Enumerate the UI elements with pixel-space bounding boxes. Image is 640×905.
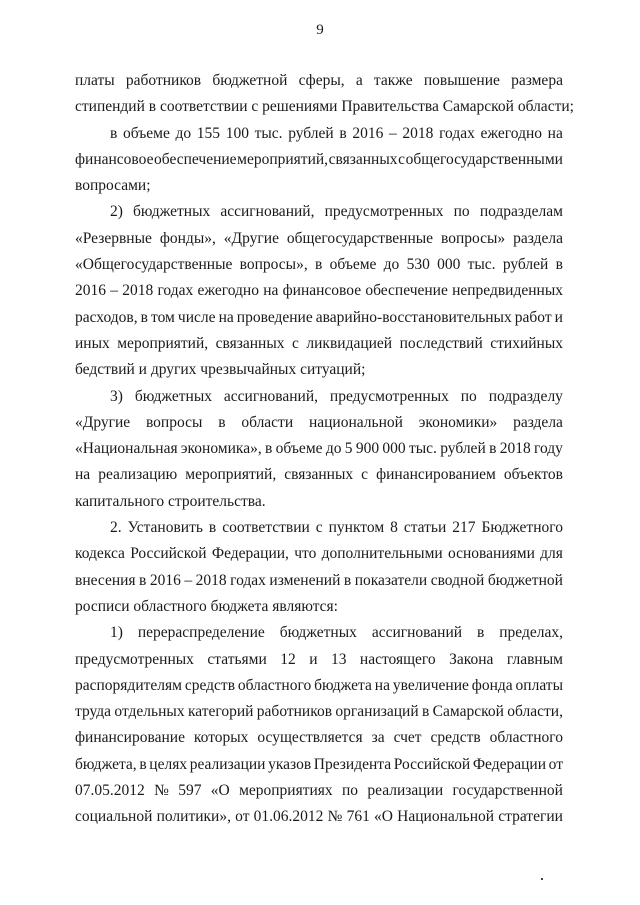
text-line [75,594,563,620]
word: от [548,755,563,773]
word: тыс. [408,440,437,458]
word: организаций [335,703,419,721]
text-line [75,647,563,673]
text-line [75,489,563,515]
word: государственной [452,782,563,800]
word: 1) [110,624,123,642]
word: стратегии [498,808,563,826]
word: изменений [269,571,341,589]
text-line [75,673,563,699]
word: оплаты [515,676,563,694]
word: предусмотренных [75,650,194,668]
text-line [75,620,563,646]
word: Бюджетного [481,519,563,537]
word: году [534,440,563,458]
word: а [355,72,363,89]
word: Закона [449,650,494,668]
word: Установить [127,519,203,537]
word: распорядителям [75,676,182,694]
word: № [327,808,343,826]
word: реализации [367,782,444,800]
word: № [154,782,169,800]
word: 217 [452,519,476,537]
word: Президента [313,755,392,773]
word: с [292,334,299,352]
text-line [75,173,563,199]
word: 13 [330,650,347,668]
word: с [315,519,323,537]
word: для [540,545,563,563]
text-line [75,147,563,173]
word: реализацию [98,466,178,484]
word: вопросы [145,413,203,431]
word: непредвиденных [452,282,563,300]
word: «Резервные [75,229,152,247]
word: в [139,571,147,589]
word: в [140,308,148,326]
word: 3) [110,387,123,405]
word: 2018 [499,440,531,458]
word: проведение [236,308,313,326]
word: общегосударственные [286,229,434,247]
word: в [343,571,352,589]
word: – [110,282,118,300]
word: объеме [122,124,170,142]
word: «Другие [75,413,131,431]
word: сферы, [298,72,345,89]
word: экономики» [418,413,498,431]
word: 5 [344,440,353,458]
word: 2. [110,519,122,537]
text-line [75,305,563,331]
word: 2016 [75,282,106,300]
line-text: стипендий в соответствии с решениями Правительства Самарской области; [75,98,574,116]
line-text: вопросами; [75,177,151,195]
word: на [547,124,563,142]
word: увеличение [392,676,469,694]
word: предусмотренных [329,387,449,405]
text-line [75,436,563,462]
word: 01.06.2012 [253,808,324,826]
word: реализации [189,755,266,773]
word: соответствии [222,519,310,537]
word: мероприятиях [239,782,333,800]
word: тыс. [467,256,496,274]
word: в [314,256,323,274]
text-line [75,541,563,567]
word: годах [157,282,194,300]
word: «О [210,782,230,800]
word: политики», [156,808,231,826]
word: в [218,413,226,431]
word: 900 [355,440,380,458]
text-line [75,515,563,541]
word: в [139,755,147,773]
word: 2018 [122,282,154,300]
word: пределах, [499,624,563,642]
line-text: росписи областного бюджета являются: [75,597,338,615]
word: числе [177,308,216,326]
word: связанных [215,334,285,352]
text-line [75,752,563,778]
word: последствий [399,334,483,352]
word: пунктом [328,519,385,537]
text-line [75,699,563,725]
word: мероприятий, [117,334,209,352]
word: бюджетных [133,203,211,221]
word: по [342,782,359,800]
word: указов [268,755,312,773]
word: в [476,624,485,642]
word: финансовое [282,282,362,300]
word: национальной [308,413,403,431]
word: раздела [513,413,563,431]
word: Российской [130,545,207,563]
word: 2018 [195,571,227,589]
word: и [554,308,563,326]
word: фонды», [159,229,216,247]
word: отдельных [114,703,185,721]
text-line [75,199,563,225]
word: «Другие [223,229,279,247]
word: в [265,440,273,458]
word: 2016 [352,124,384,142]
word: объектов [503,466,563,484]
word: в [339,124,347,142]
word: ликвидацией [306,334,393,352]
word: обеспечение [154,150,237,168]
word: труда [75,703,112,721]
word: «Национальная [75,440,178,458]
word: экономика», [180,440,262,458]
word: что [294,545,317,563]
text-line [75,778,563,804]
word: внесения [75,571,136,589]
word: бюджета [314,676,372,694]
word: на [263,282,279,300]
word: том [151,308,175,326]
text-line [75,68,563,94]
word: бюджетных [134,387,213,405]
word: категорий [187,703,254,721]
word: 530 [406,256,430,274]
word: бюджета, [75,755,137,773]
scan-speck [541,878,543,880]
text-line [75,226,563,252]
word: «Общегосударственные [75,256,233,274]
word: – [184,571,193,589]
word: обеспечение [365,282,448,300]
word: от [235,808,250,826]
word: финансовое [75,150,154,168]
word: с [398,150,405,168]
word: перераспределение [137,624,265,642]
word: подразделам [479,203,563,221]
word: мероприятий, [237,150,329,168]
text-line [75,568,563,594]
word: 2016 [149,571,181,589]
text-line [75,252,563,278]
word: средств [184,676,236,694]
word: рублей [288,124,334,142]
word: годах [230,571,266,589]
word: подразделу [488,387,563,405]
word: до [175,124,192,142]
word: в [208,519,217,537]
word: на [374,676,390,694]
word: фонда [471,676,513,694]
word: главным [506,650,563,668]
word: до [383,256,400,274]
word: на [218,308,234,326]
word: в [489,440,497,458]
word: с [361,466,369,484]
word: статьями [207,650,267,668]
word: платы [75,72,115,89]
text-line [75,331,563,357]
word: рублей [502,256,549,274]
word: вопросы», [239,256,308,274]
word: в [110,124,118,142]
text-line [75,357,563,383]
text-line [75,462,563,488]
word: областного [237,676,312,694]
word: статьи [403,519,447,537]
word: ассигнований, [220,203,315,221]
word: по [460,387,477,405]
word: «О [374,808,393,826]
word: связанных [284,466,354,484]
word: средств [430,729,481,747]
word: бюджетной [212,72,288,89]
word: социальной [75,808,153,826]
word: ассигнований, [223,387,319,405]
word: размера [511,72,563,89]
word: общегосударственными [405,150,563,168]
word: 155 [196,124,221,142]
word: ежегодно [480,124,543,142]
word: Федерации [472,755,547,773]
text-line [75,725,563,751]
word: финансирование [75,729,185,747]
word: тыс. [254,124,283,142]
word: 8 [390,519,398,537]
word: области, [507,703,563,721]
word: дополнительными [321,545,443,563]
word: целях [149,755,188,773]
word: рублей [440,440,486,458]
word: связанных [328,150,398,168]
word: Самарской [432,703,504,721]
text-line [75,278,563,304]
page-number: 9 [316,22,324,38]
text-line [75,410,563,436]
body-text [75,68,574,831]
line-text: капитального строительства. [75,492,266,510]
word: осуществляется [257,729,363,747]
word: Федерации, [211,545,289,563]
word: 2018 [402,124,434,142]
text-line [75,94,574,120]
word: 761 [346,808,370,826]
word: кодекса [75,545,125,563]
word: 12 [280,650,296,668]
word: расходов, [75,308,138,326]
word: областного [489,729,563,747]
word: ассигнований [371,624,463,642]
word: 597 [178,782,202,800]
word: работников [256,703,333,721]
word: бюджетной [487,571,563,589]
word: бюджетных [279,624,357,642]
word: также [373,72,413,89]
word: объеме [275,440,323,458]
word: финансированием [376,466,496,484]
word: основаниями [447,545,535,563]
word: аварийно-восстановительных [315,308,512,326]
word: на [75,466,91,484]
word: повышение [423,72,500,89]
word: за [371,729,385,747]
word: – [389,124,397,142]
word: мероприятий, [185,466,277,484]
word: в [421,703,430,721]
word: Российской [393,755,471,773]
word: работ [514,308,552,326]
word: годах [439,124,475,142]
word: показатели [354,571,428,589]
word: счет [393,729,422,747]
word: раздела [513,229,563,247]
word: иных [75,334,110,352]
word: по [453,203,470,221]
word: объеме [329,256,377,274]
text-line [75,121,563,147]
word: стихийных [490,334,563,352]
word: 000 [437,256,461,274]
word: в [555,256,563,274]
word: предусмотренных [324,203,444,221]
word: сводной [430,571,485,589]
word: области [241,413,294,431]
word: работников [125,72,202,89]
word: до [325,440,342,458]
word: 07.05.2012 [75,782,145,800]
word: которых [193,729,249,747]
word: и [309,650,318,668]
word: 100 [225,124,249,142]
word: настоящего [359,650,436,668]
word: Национальной [397,808,495,826]
word: 000 [382,440,406,458]
word: ежегодно [197,282,259,300]
word: 2) [110,203,123,221]
text-line [75,384,563,410]
text-line [75,804,563,830]
word: вопросы» [441,229,506,247]
line-text: бедствий и других чрезвычайных ситуаций; [75,361,366,379]
